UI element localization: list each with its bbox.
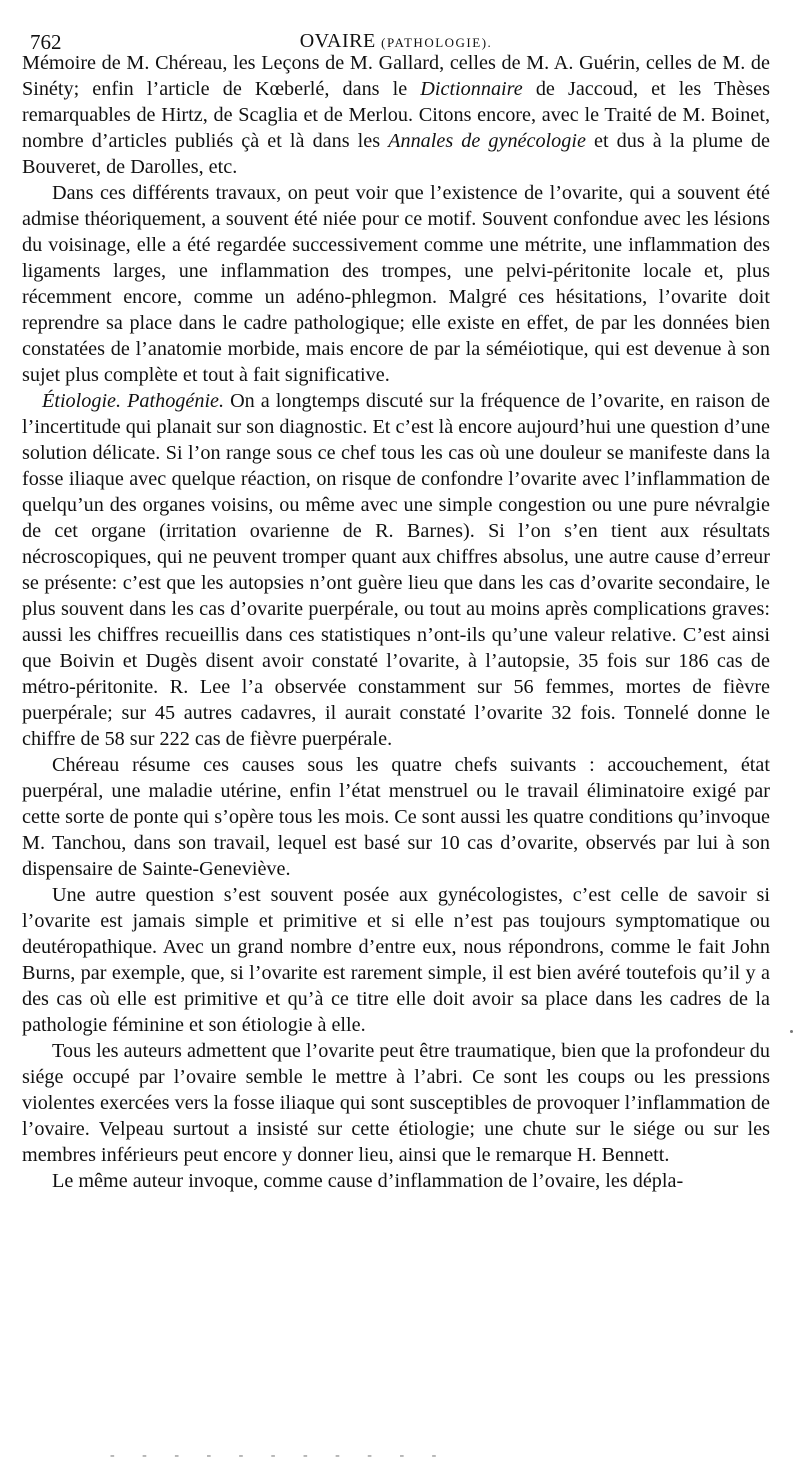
running-title-main: OVAIRE	[299, 30, 376, 52]
text-run: On a longtemps discuté sur la fréquence de l’ovarite, en raison de l’incertitude qui planait sur son diagnostic. Et c’est là encore aujourd’hui une question d’une solution délicate. Si l’on range sous ce chef tous les cas où une douleur se manifeste dans la fosse iliaque avec quelque réaction, on risque de confondre l’ovarite avec l’inflammation de quelqu’un des organes voisins, ou même avec une simple congestion ou une pure névralgie de cet organe (irritation ovarienne de R. Barnes). Si l’on s’en tient aux résultats nécroscopiques, qui ne peuvent tromper quant aux chiffres absolus, une autre cause d’erreur se présente: c’est que les autopsies n’ont guère lieu que dans les cas d’ovarite secondaire, le plus souvent dans les cas d’ovarite puerpérale, ou tout au moins après complications graves: aussi les chiffres recueillis dans ces statistiques n’ont-ils qu’une valeur relative. C’est ainsi que Boivin et Dugès disent avoir constaté l’ovarite, à l’autopsie, 35 fois sur 186 cas de métro-péritonite. R. Lee l’a observée constamment sur 56 femmes, mortes de fièvre puerpérale; sur 45 autres cadavres, il aurait constaté l’ovarite 32 fois. Tonnelé donne le chiffre de 58 sur 222 cas de fièvre puerpérale.	[22, 390, 770, 750]
body-text	[22, 50, 770, 1194]
paragraph	[22, 180, 770, 388]
running-title	[22, 30, 770, 53]
text-run: Une autre question s’est souvent posée aux gynécologistes, c’est celle de savoir si l’ovarite est jamais simple et primitive et si elle n’est pas toujours symptomatique ou deutéropathique. Avec un grand nombre d’entre eux, nous répondrons, comme le fait John Burns, par exemple, que, si l’ovarite est rarement simple, il est bien avéré toutefois qu’il y a des cas où elle est primitive et qu’à ce titre elle doit avoir sa place dans les cadres de la pathologie féminine et son étiologie à elle.	[22, 884, 770, 1036]
text-run: et dus à la plume de Bouveret, de Darolles, etc.	[22, 130, 771, 178]
italic-text: Étiologie. Pathogénie.	[42, 390, 225, 412]
page-number: 762	[30, 30, 62, 54]
italic-text: Dictionnaire	[420, 78, 523, 100]
text-run: Le même auteur invoque, comme cause d’inflammation de l’ovaire, les dépla-	[52, 1170, 684, 1192]
book-page	[22, 20, 770, 1194]
text-run: Chéreau résume ces causes sous les quatre chefs suivants : accouchement, état puerpéral, une maladie utérine, enfin l’état menstruel ou le travail éliminatoire exigé par cette sorte de ponte qui s’opère tous les mois. Ce sont aussi les quatre conditions qu’invoque M. Tanchou, dans son travail, lequel est basé sur 10 cas d’ovarite, observés par lui à son dispensaire de Sainte-Geneviève.	[22, 754, 770, 880]
footer-marks: - - - - - - - - - - -	[110, 1448, 449, 1463]
running-header	[22, 20, 770, 54]
running-title-subtitle: (PATHOLOGIE).	[381, 35, 493, 50]
margin-mark	[790, 1030, 793, 1033]
paragraph	[22, 752, 770, 882]
text-run: Mémoire de M. Chéreau, les Leçons de M. Gallard, celles de M. A. Guérin, celles de M. de Sinéty; enfin l’article de Kœberlé, dans le	[22, 52, 770, 100]
paragraph	[22, 1168, 770, 1194]
text-run: de Jaccoud, et les Thèses remarquables de Hirtz, de Scaglia et de Merlou. Citons encore, avec le Traité de M. Boinet, nombre d’articles publiés çà et là dans les	[22, 78, 770, 152]
text-run: Tous les auteurs admettent que l’ovarite peut être traumatique, bien que la profondeur du siége occupé par l’ovaire semble le mettre à l’abri. Ce sont les coups ou les pressions violentes exercées vers la fosse iliaque qui sont susceptibles de provoquer l’inflammation de l’ovaire. Velpeau surtout a insisté sur cette étiologie; une chute sur le siége ou sur les membres inférieurs peut encore y donner lieu, ainsi que le remarque H. Bennett.	[22, 1040, 770, 1166]
italic-text: Annales de gynécologie	[388, 130, 586, 152]
paragraph	[22, 882, 770, 1038]
text-run: Dans ces différents travaux, on peut voir que l’existence de l’ovarite, qui a souvent été admise théoriquement, a souvent été niée pour ce motif. Souvent confondue avec les lésions du voisinage, elle a été regardée successivement comme une métrite, une inflammation des ligaments larges, une inflammation des trompes, une pelvi-péritonite locale et, plus récemment encore, comme un adéno-phlegmon. Malgré ces hésitations, l’ovarite doit reprendre sa place dans le cadre pathologique; elle existe en effet, de par les données bien constatées de l’anatomie morbide, mais encore de par la séméiotique, qui est devenue à son sujet plus complète et tout à fait significative.	[22, 182, 770, 386]
paragraph	[22, 1038, 770, 1168]
paragraph	[22, 388, 770, 752]
paragraph	[22, 50, 770, 180]
